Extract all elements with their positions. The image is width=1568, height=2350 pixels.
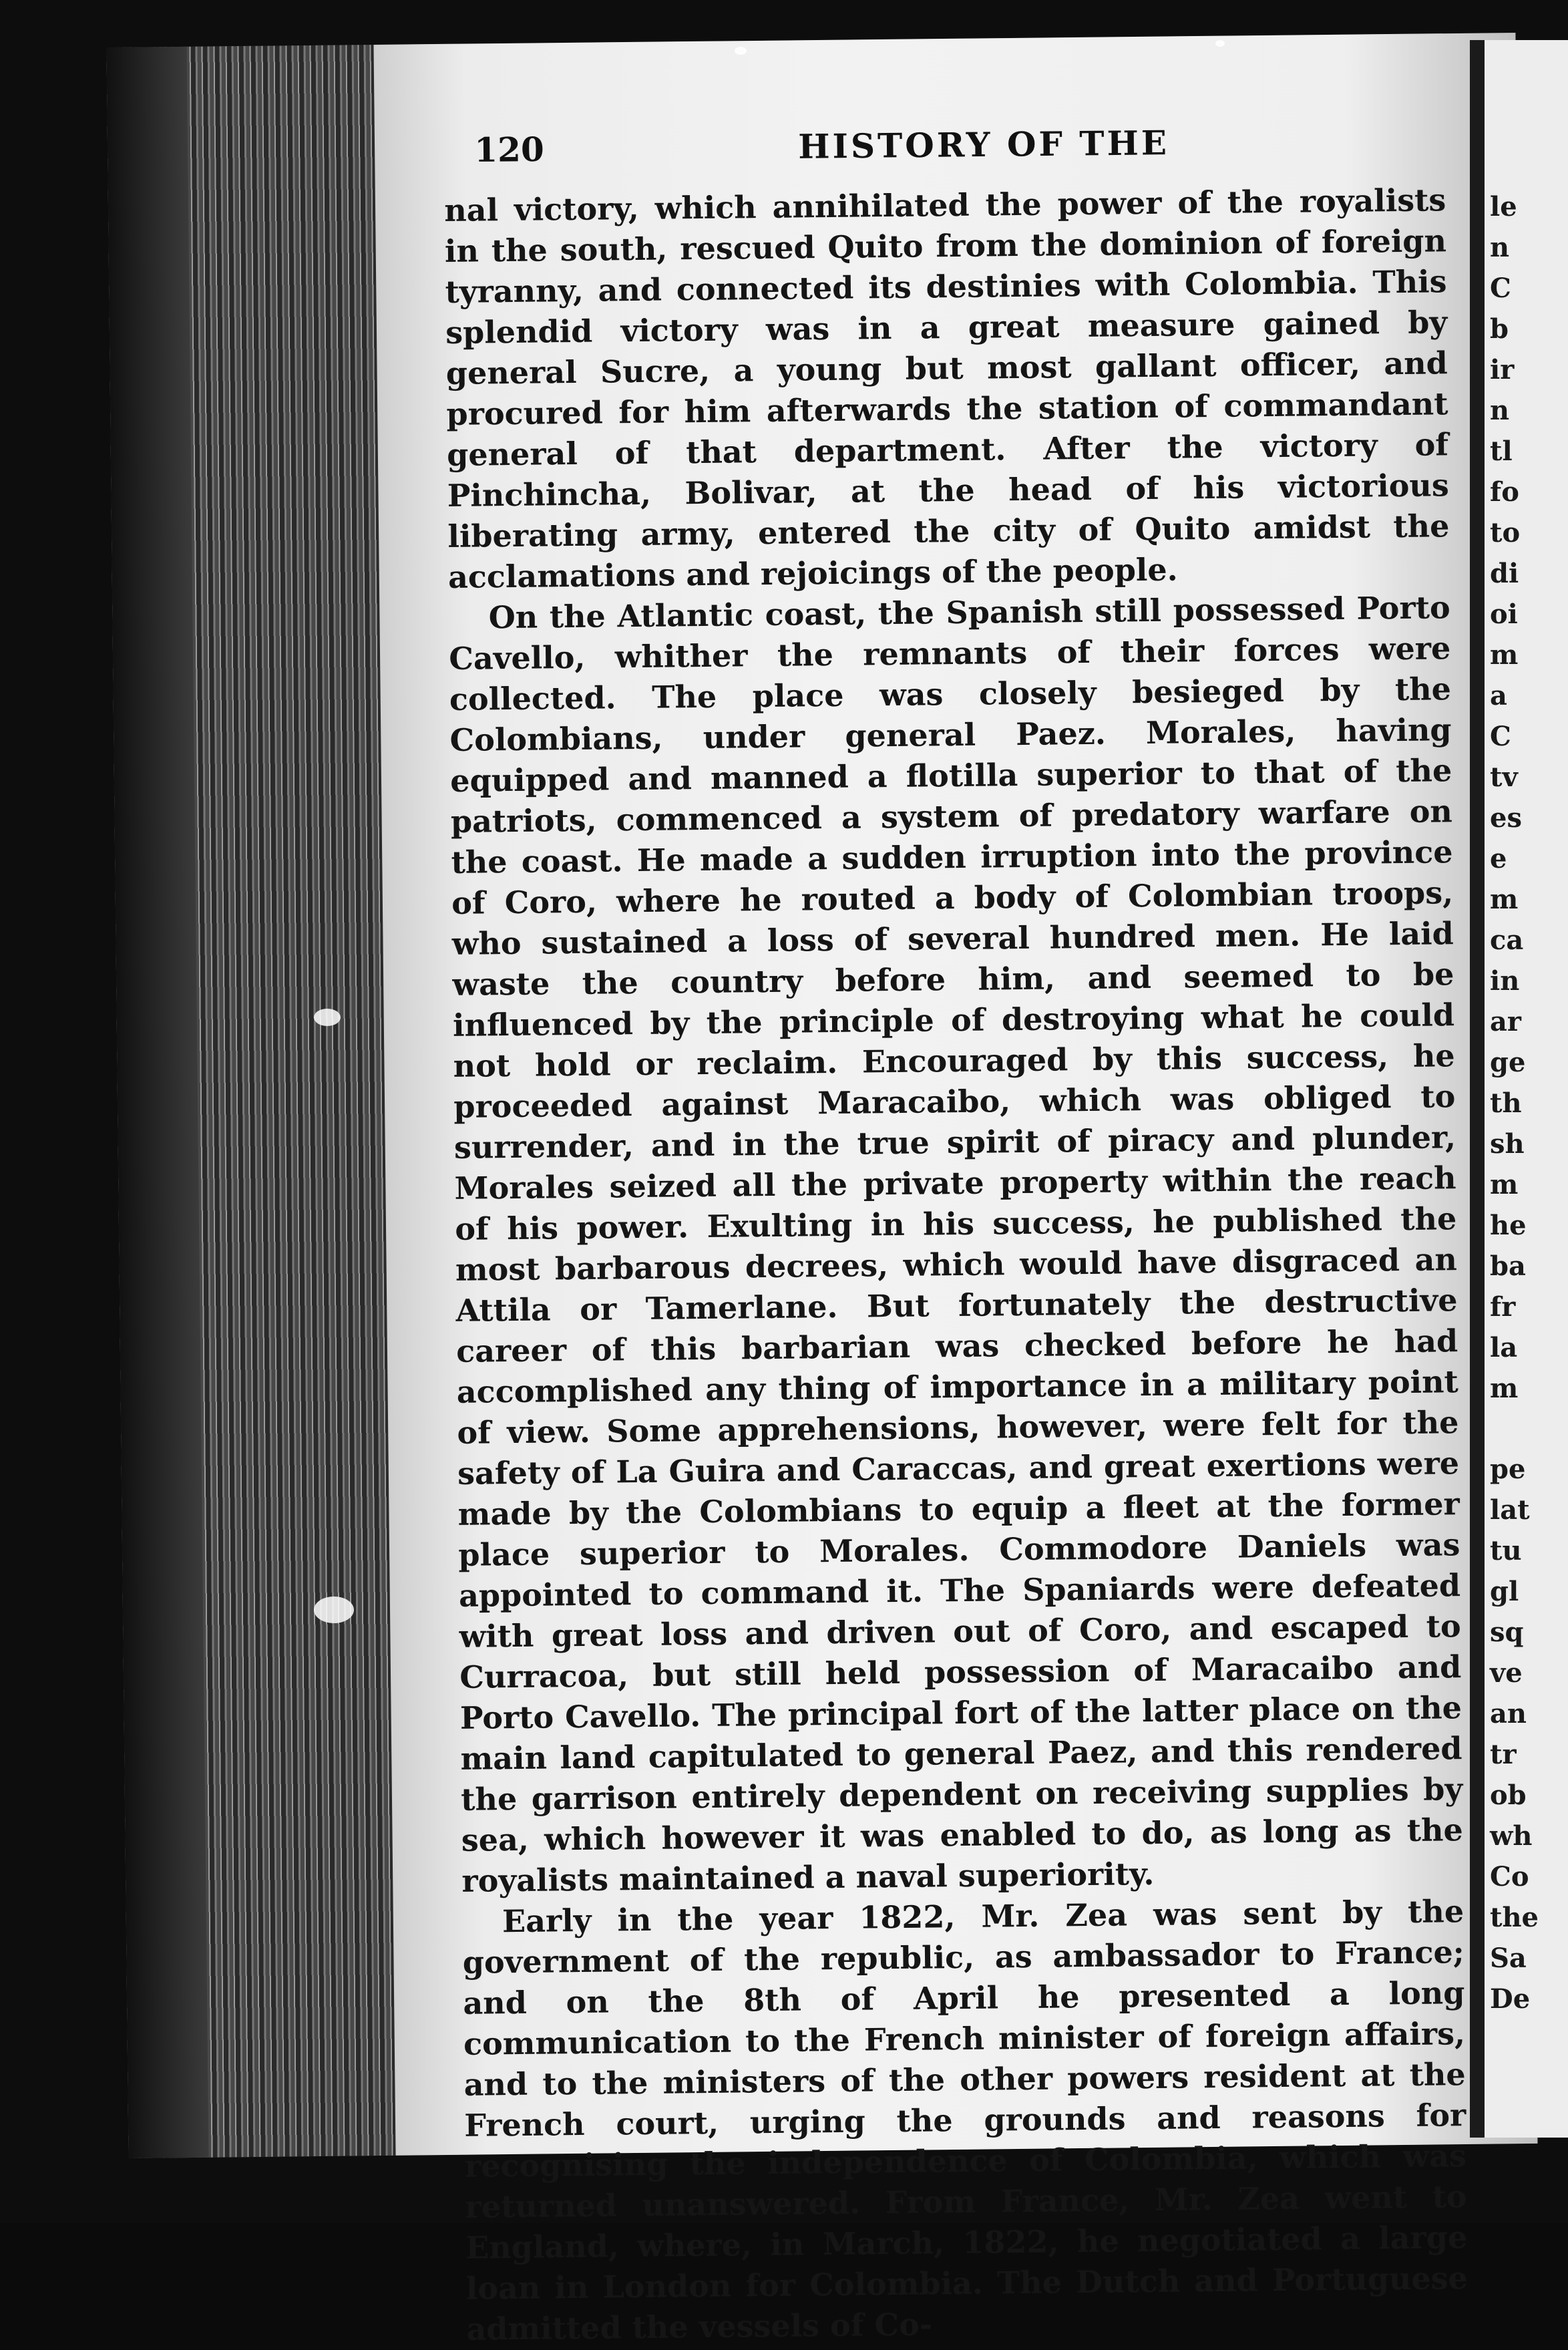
facing-page-fragment: ir — [1490, 354, 1515, 385]
facing-page-fragment: b — [1490, 313, 1509, 345]
facing-page-fragment: tl — [1490, 436, 1513, 467]
paper-speck — [314, 1597, 354, 1623]
page-edges — [107, 45, 396, 2158]
facing-page-fragment: oi — [1490, 599, 1518, 630]
paper-speck — [314, 1009, 341, 1026]
facing-page-fragment: sh — [1490, 1128, 1525, 1160]
facing-page-fragment: tu — [1490, 1535, 1522, 1566]
facing-page-fragment: la — [1490, 1332, 1518, 1363]
facing-page-fragment: m — [1490, 884, 1519, 915]
facing-page-fragment: he — [1490, 1210, 1527, 1241]
facing-page-fragment: th — [1490, 1087, 1522, 1119]
facing-page-fragment: C — [1490, 721, 1511, 752]
facing-page-fragment: in — [1490, 965, 1520, 997]
facing-page-fragment: ob — [1490, 1780, 1527, 1811]
facing-page-fragment: an — [1490, 1698, 1527, 1729]
facing-page-fragment: ve — [1490, 1657, 1523, 1689]
facing-page-fragment: n — [1490, 232, 1510, 263]
facing-page-fragment: fo — [1490, 476, 1519, 508]
facing-page-fragment: De — [1490, 1983, 1531, 2015]
facing-page-fragment: fr — [1490, 1291, 1516, 1323]
running-title: HISTORY OF THE — [797, 123, 1170, 166]
running-head — [474, 120, 1430, 184]
facing-page-fragment: ge — [1490, 1047, 1526, 1078]
facing-page-fragment: the — [1490, 1902, 1539, 1933]
facing-page-fragment: lat — [1490, 1494, 1530, 1526]
paragraph: Early in the year 1822, Mr. Zea was sent by the government of the republic, as ambassador to France; and on the 8th of April he presented a long communication to the French minister of foreign affairs, and to the ministers of the other powers resident at the French court, urging the grounds and reasons for recognising the independence of Colombia, which was returned unanswered. From France, Mr. Zea went to England, where, in March, 1822, he negotiated a large loan in London for Colombia. The Dutch and Portuguese admitted the vessels of Co- — [462, 1893, 1468, 2347]
paragraph: On the Atlantic coast, the Spanish still possessed Porto Cavello, whither the remnants of their forces were collected. The place was closely besieged by the Colombians, under general Paez. Morales, having equipped and manned a flotilla superior to that of the patriots, commenced a system of predatory warfare on the coast. He made a sudden irruption into the province of Coro, where he routed a body of Colombian troops, who sustained a loss of several hundred men. He laid waste the country before him, and seemed to be influenced by the principle of destroying what he could not hold or reclaim. Encouraged by this success, he proceeded against Maracaibo, which was obliged to surrender, and in the true spirit of piracy and plunder, Morales seized all the private property within the reach of his power. Exulting in his success, he published the most barbarous decrees, which would have disgraced an Attila or Tamerlane. But fortunately the destructive career of this barbarian was checked before he had accomplished any thing of importance in a military point of view. Some apprehensions, however, were felt for the safety of La Guira and Caraccas, and great exertions were made by the Colombians to equip a fleet at the former place superior to Morales. Commodore Daniels was appointed to command it. The Spaniards were defeated with great loss and driven out of Coro, and escaped to Curracoa, but still held possession of Maracaibo and Porto Cavello. The principal fort of the latter place on the main land capitulated to general Paez, and this rendered the garrison entirely dependent on receiving supplies by sea, which however it was enabled to do, as long as the royalists maintained a naval superiority. — [449, 589, 1464, 1899]
facing-page-fragment: ar — [1490, 1006, 1521, 1037]
facing-page-fragment: di — [1490, 558, 1519, 589]
facing-page-fragment: le — [1490, 191, 1517, 222]
facing-page-fragment: pe — [1490, 1454, 1526, 1485]
facing-page-fragment: wh — [1490, 1820, 1533, 1852]
facing-page-fragment: m — [1490, 1373, 1519, 1404]
body-text — [444, 180, 1468, 2350]
page-number: 120 — [474, 129, 544, 170]
facing-page-fragment: ca — [1490, 925, 1524, 956]
facing-page-fragment: tv — [1490, 762, 1518, 793]
facing-page-fragment: Co — [1490, 1861, 1529, 1892]
facing-page-fragment: sq — [1490, 1617, 1524, 1648]
paragraph: nal victory, which annihilated the power of the royalists in the south, rescued Quito from the dominion of foreign tyranny, and connected its destinies with Colombia. This splendid victory was in a great measure gained by general Sucre, a young but most gallant officer, and procured for him afterwards the station of commandant general of that department. After the victory of Pinchincha, Bolivar, at the head of his victorious liberating army, entered the city of Quito amidst the acclamations and rejoicings of the people. — [444, 182, 1450, 595]
paper-speck — [1215, 40, 1225, 47]
facing-page-fragment: m — [1490, 1169, 1519, 1200]
facing-page — [1470, 40, 1568, 2138]
facing-page-fragment: ba — [1490, 1250, 1526, 1282]
facing-page-fragment: C — [1490, 273, 1511, 304]
facing-page-fragment: n — [1490, 395, 1510, 426]
facing-page-fragment: a — [1490, 680, 1507, 711]
paper-speck — [735, 47, 747, 55]
facing-page-fragment: to — [1490, 517, 1521, 548]
facing-page-fragment: Sa — [1490, 1943, 1527, 1974]
book-spine-shadow — [107, 47, 209, 2158]
facing-page-fragment: es — [1490, 802, 1522, 834]
facing-page-fragment: e — [1490, 843, 1507, 874]
facing-page-fragment: m — [1490, 639, 1519, 671]
facing-page-fragment: gl — [1490, 1576, 1519, 1607]
facing-page-fragment: tr — [1490, 1739, 1517, 1770]
